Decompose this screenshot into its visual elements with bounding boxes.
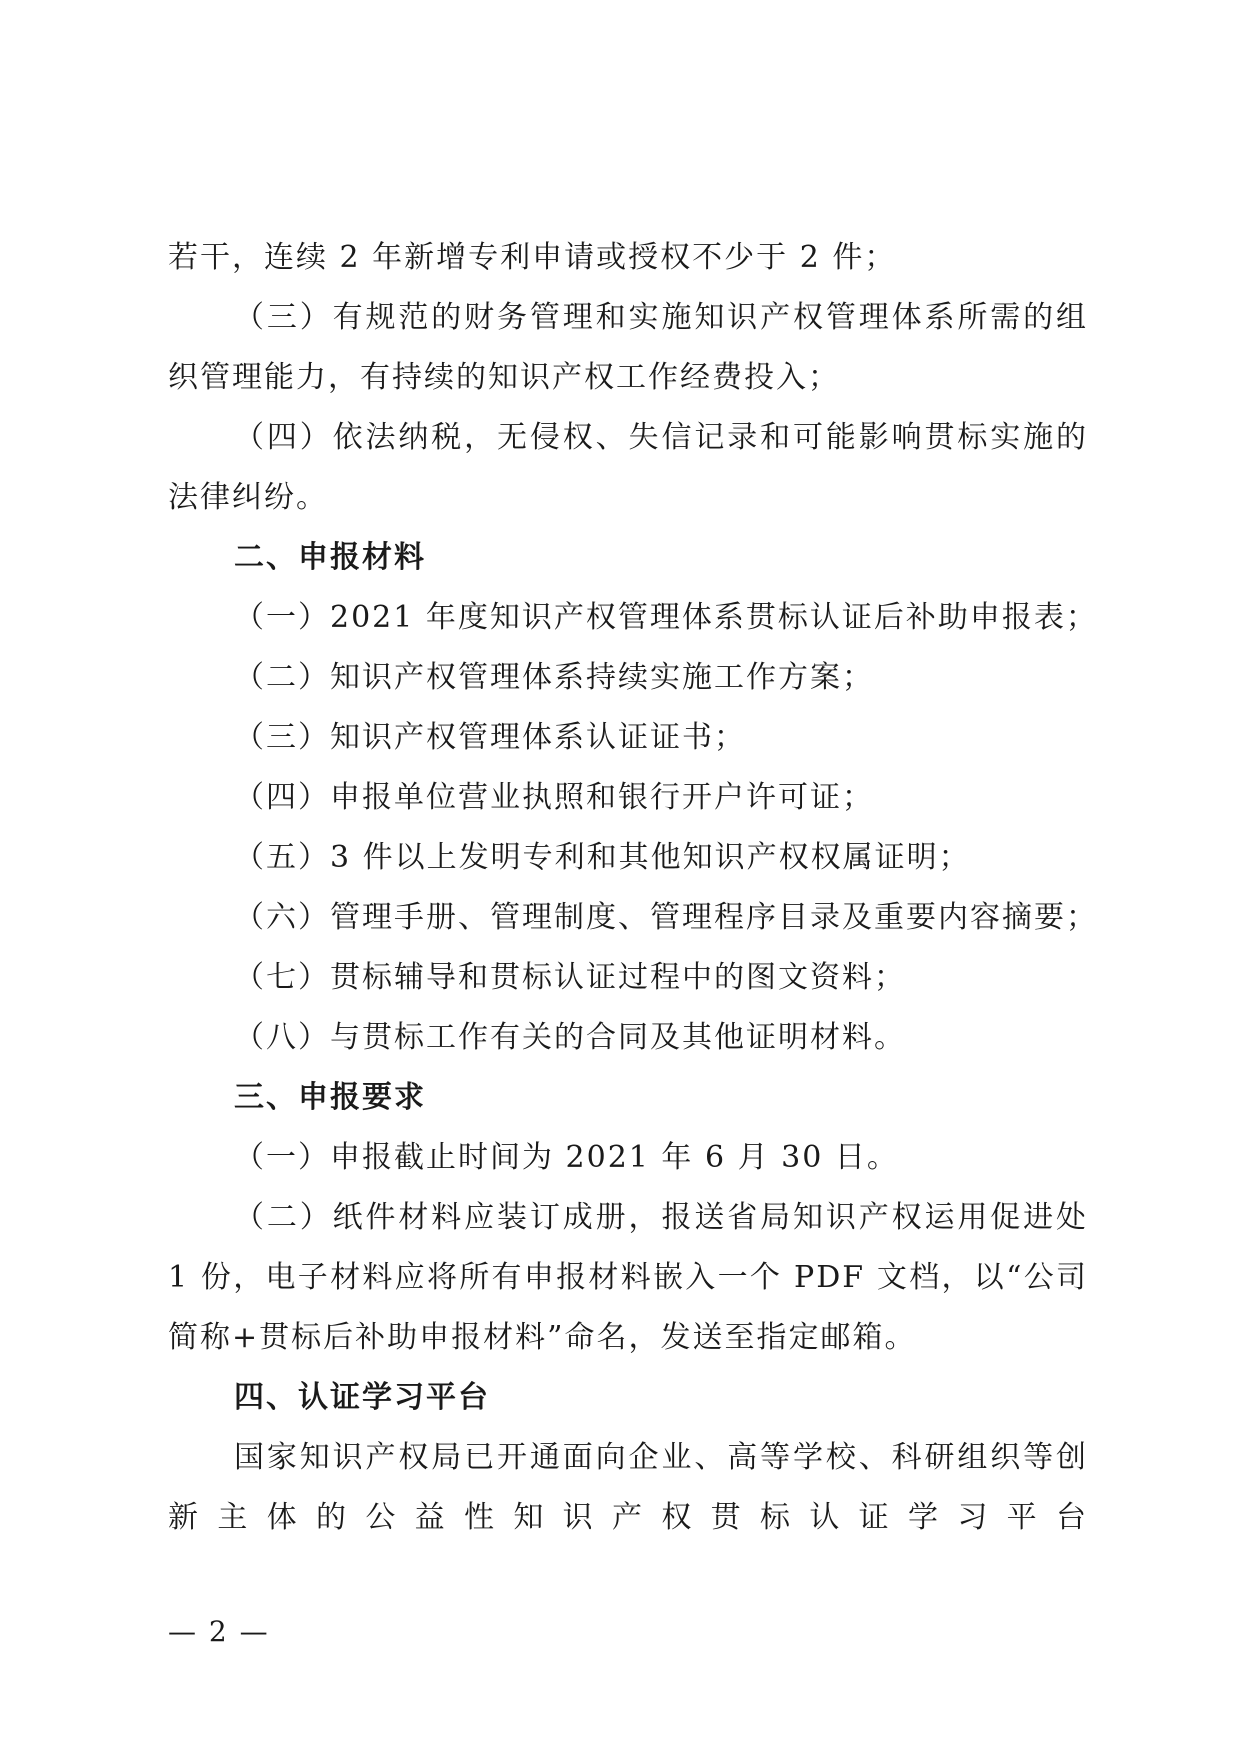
list-item-2-3: （三）知识产权管理体系认证证书； [234, 720, 746, 755]
list-item-2-7: （七）贯标辅导和贯标认证过程中的图文资料； [234, 960, 906, 995]
list-item-2-4: （四）申报单位营业执照和银行开户许可证； [234, 780, 874, 815]
list-item-3-2: （二）纸件材料应装订成册，报送省局知识产权运用促进处 [234, 1200, 1088, 1235]
list-item-3-1: （一）申报截止时间为 2021 年 6 月 30 日。 [234, 1140, 899, 1175]
list-item-2-5: （五）3 件以上发明专利和其他知识产权权属证明； [234, 840, 971, 875]
text-line-18: 1 份，电子材料应将所有申报材料嵌入一个 PDF 文档，以“公司 [168, 1260, 1088, 1295]
text-line-22: 新主体的公益性知识产权贯标认证学习平台 [168, 1500, 1088, 1535]
section-heading-4: 四、认证学习平台 [234, 1380, 490, 1415]
list-item-2-1: （一）2021 年度知识产权管理体系贯标认证后补助申报表； [234, 600, 1098, 635]
text-line-2: （三）有规范的财务管理和实施知识产权管理体系所需的组 [234, 300, 1088, 335]
text-line-5: 法律纠纷。 [168, 480, 328, 515]
text-line-3: 织管理能力，有持续的知识产权工作经费投入； [168, 360, 840, 395]
list-item-2-6: （六）管理手册、管理制度、管理程序目录及重要内容摘要； [234, 900, 1098, 935]
section-heading-3: 三、申报要求 [234, 1080, 426, 1115]
page-number: — 2 — [168, 1615, 270, 1648]
section-heading-2: 二、申报材料 [234, 540, 426, 575]
text-line-19: 简称+贯标后补助申报材料”命名，发送至指定邮箱。 [168, 1320, 917, 1355]
list-item-2-2: （二）知识产权管理体系持续实施工作方案； [234, 660, 874, 695]
list-item-2-8: （八）与贯标工作有关的合同及其他证明材料。 [234, 1020, 906, 1055]
text-line-1: 若干，连续 2 年新增专利申请或授权不少于 2 件； [168, 240, 897, 275]
text-line-21: 国家知识产权局已开通面向企业、高等学校、科研组织等创 [234, 1440, 1088, 1475]
text-line-4: （四）依法纳税，无侵权、失信记录和可能影响贯标实施的 [234, 420, 1088, 455]
